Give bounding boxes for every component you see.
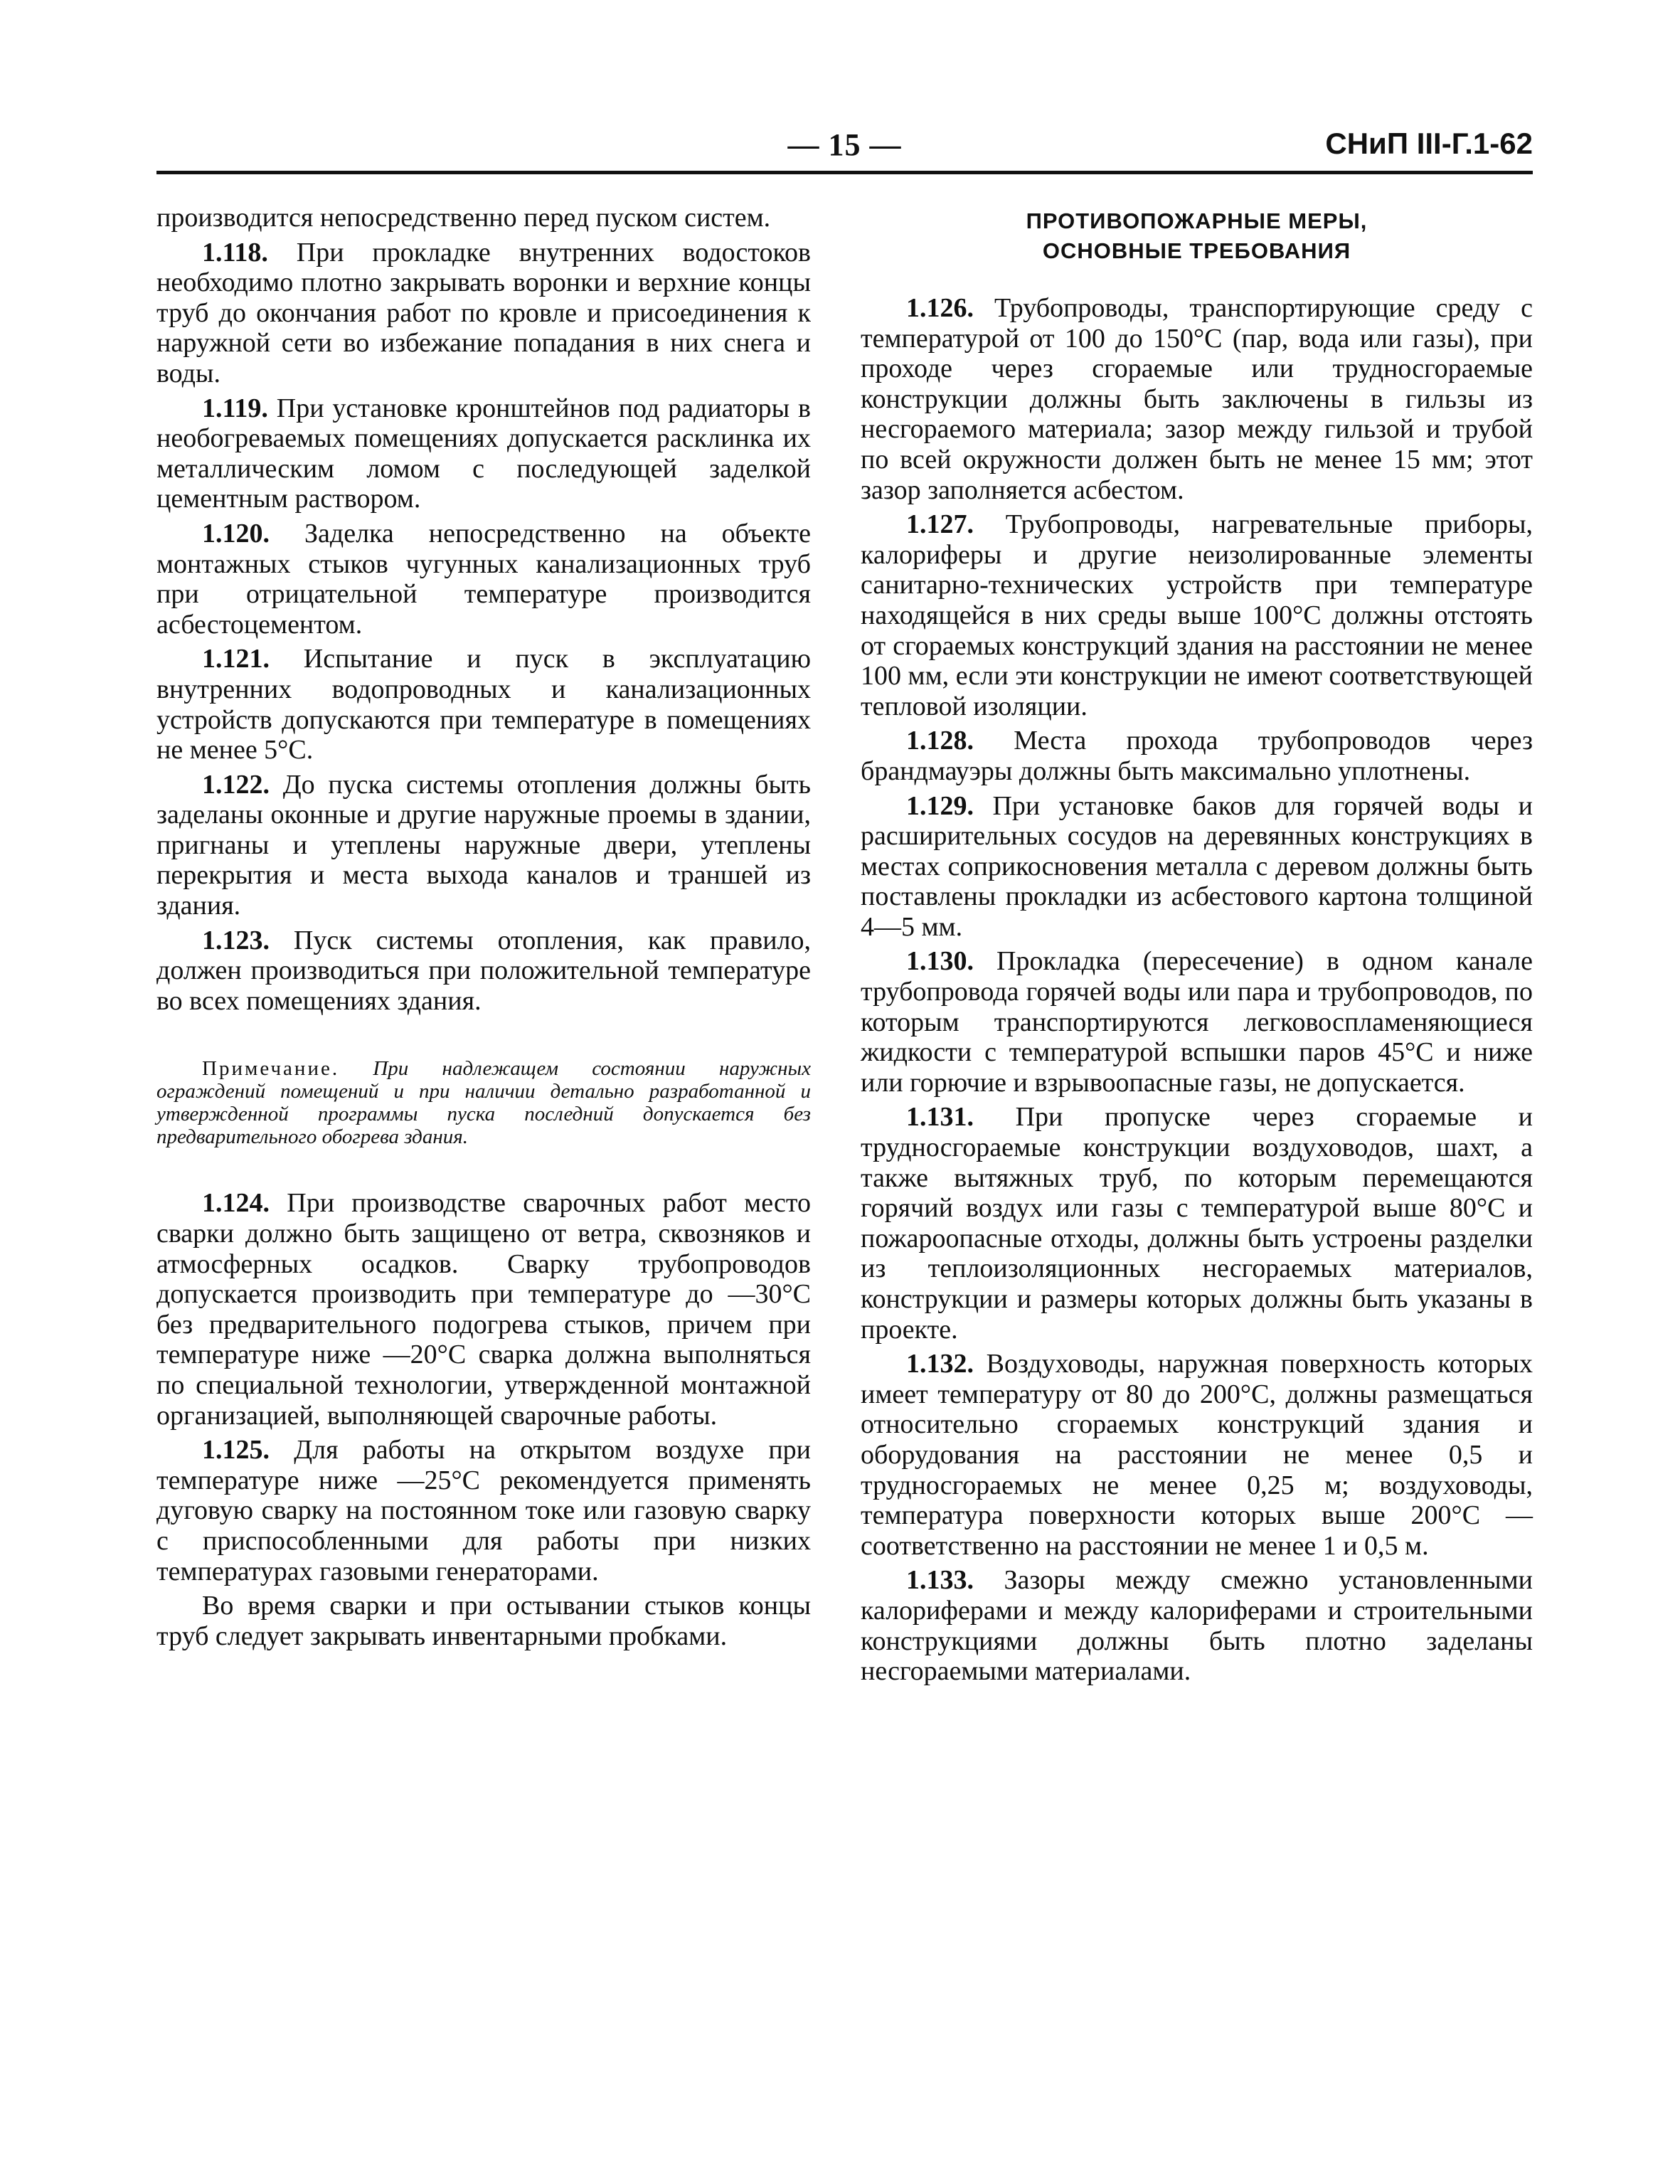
clause-number: 1.125. — [202, 1435, 270, 1465]
clause-1-123 — [156, 926, 811, 1017]
clause-number: 1.122. — [202, 769, 270, 800]
clause-1-131 — [861, 1102, 1533, 1345]
clause-1-129 — [861, 791, 1533, 943]
clause-text: Прокладка (пересечение) в одном канале трубопровода горячей воды или пара и трубопроводов, по которым транспортируются легковоспламеняющиеся жидкости с температурой вспышки паров 45°С и ниже или горючие и взрывоопасные газы, не допускается. — [861, 946, 1533, 1098]
clause-1-126 — [861, 293, 1533, 505]
clause-number: 1.127. — [906, 509, 974, 540]
clause-text: Для работы на открытом воздухе при температуре ниже —25°С рекомендуется применять дуговую сварку на постоянном токе или газовую сварку с приспособленными для работы при низких температурах газовыми генераторами. — [156, 1435, 811, 1586]
section-title — [861, 206, 1533, 266]
clause-text: При прокладке внутренних водостоков необходимо плотно закрывать воронки и верхние концы труб до окончания работ по кровле и присоединения к наружной сети во избежание попадания в них снега и воды. — [156, 237, 811, 388]
intro-paragraph — [156, 203, 811, 233]
clause-text: Трубопроводы, транспортирующие среду с температурой от 100 до 150°С (пар, вода или газы), при проходе через сгораемые или трудносгораемые конструкции должны быть заключены в гильзы из несгораемого материала; зазор между гильзой и трубой по всей окружности должен быть не менее 15 мм; этот зазор заполняется асбестом. — [861, 293, 1533, 505]
clause-text: При пропуске через сгораемые и трудносгораемые конструкции воздуховодов, шахт, а также вытяжных труб, по которым перемещаются горячий воздух или газы с температурой выше 80°С и пожароопасные отходы, должны быть устроены разделки из теплоизоляционных несгораемых материалов, конструкции и размеры которых должны быть указаны в проекте. — [861, 1102, 1533, 1345]
note-paragraph — [156, 1057, 811, 1148]
clause-1-120 — [156, 519, 811, 640]
clause-1-127 — [861, 509, 1533, 721]
clause-text: До пуска системы отопления должны быть заделаны оконные и другие наружные проемы в здании, пригнаны и утеплены наружные двери, утеплены перекрытия и места выхода каналов и траншей из здания. — [156, 769, 811, 921]
clause-text: Испытание и пуск в эксплуатацию внутренних водопроводных и канализационных устройств допускаются при температуре в помещениях не менее 5°С. — [156, 644, 811, 765]
clause-number: 1.119. — [202, 393, 268, 423]
section-title-line-1: ПРОТИВОПОЖАРНЫЕ МЕРЫ, — [1026, 208, 1368, 233]
clause-number: 1.121. — [202, 644, 270, 674]
clause-number: 1.123. — [202, 925, 270, 955]
clause-text: Заделка непосредственно на объекте монтажных стыков чугунных канализационных труб при отрицательной температуре производится асбестоцементом. — [156, 518, 811, 640]
clause-number: 1.118. — [202, 237, 268, 267]
clause-text: Воздуховоды, наружная поверхность которых имеет температуру от 80 до 200°С, должны размещаться относительно сгораемых конструкций здания и оборудования на расстоянии не менее 0,5 и трудносгораемых не менее 0,25 м; воздуховоды, температура поверхности которых выше 200°С — соответственно на расстоянии не менее 1 и 0,5 м. — [861, 1349, 1533, 1561]
clause-number: 1.133. — [906, 1565, 974, 1596]
clause-1-118 — [156, 238, 811, 389]
page-number: — 15 — — [787, 127, 902, 162]
clause-number: 1.131. — [906, 1102, 974, 1133]
clause-number: 1.120. — [202, 518, 270, 548]
clause-1-122 — [156, 770, 811, 921]
clause-number: 1.132. — [906, 1349, 974, 1379]
document-code: СНиП III-Г.1-62 — [1325, 127, 1533, 160]
clause-text: Пуск системы отопления, как правило, должен производиться при положительной температуре во всех помещениях здания. — [156, 925, 811, 1016]
clause-number: 1.130. — [906, 946, 974, 977]
clause-text: При производстве сварочных работ место сварки должно быть защищено от ветра, сквозняков и атмосферных осадков. Сварку трубопроводов допускается производить при температуре до —30°С без предварительного подогрева стыков, причем при температуре ниже —20°С сварка должна выполняться по специальной технологии, утвержденной монтажной организацией, выполняющей сварочные работы. — [156, 1188, 811, 1431]
clause-text: При установке баков для горячей воды и расширительных сосудов на деревянных конструкциях в местах соприкосновения металла с деревом должны быть поставлены прокладки из асбестового картона толщиной 4—5 мм. — [861, 790, 1533, 942]
note-text: При надлежащем состоянии наружных ограждений помещений и при наличии детально разработанной и утвержденной программы пуска последний допускается без предварительного обогрева здания. — [156, 1057, 811, 1149]
clause-text: При установке кронштейнов под радиаторы в необогреваемых помещениях допускается расклинка их металлическим ломом с последующей заделкой цементным раствором. — [156, 393, 811, 514]
page-header — [156, 127, 1533, 166]
clause-1-132 — [861, 1349, 1533, 1561]
section-title-line-2: ОСНОВНЫЕ ТРЕБОВАНИЯ — [1042, 238, 1351, 263]
clause-number: 1.128. — [906, 726, 974, 756]
clause-1-133 — [861, 1565, 1533, 1686]
clause-1-125-continued — [156, 1591, 811, 1651]
clause-1-121 — [156, 644, 811, 765]
clause-1-124 — [156, 1188, 811, 1431]
clause-number: 1.129. — [906, 790, 974, 821]
spacer — [156, 1148, 811, 1188]
right-column — [861, 203, 1533, 1691]
clause-1-130 — [861, 946, 1533, 1098]
clause-number: 1.126. — [906, 293, 974, 323]
clause-text: Трубопроводы, нагревательные приборы, калориферы и другие неизолированные элементы санитарно-технических устройств при температуре находящейся в них среды выше 100°С должны отстоять от сгораемых конструкций здания на расстоянии не менее 100 мм, если эти конструкции не имеют соответствующей тепловой изоляции. — [861, 509, 1533, 721]
clause-text: Места прохода трубопроводов через брандмауэры должны быть максимально уплотнены. — [861, 726, 1533, 786]
note-label: Примечание. — [202, 1057, 340, 1081]
clause-text: Во время сварки и при остывании стыков концы труб следует закрывать инвентарными пробками. — [156, 1591, 811, 1651]
intro-text: производится непосредственно перед пуском систем. — [156, 203, 771, 233]
clause-1-119 — [156, 393, 811, 514]
left-column — [156, 203, 811, 1655]
clause-text: Зазоры между смежно установленными калориферами и между калориферами и строительными конструкциями должны быть плотно заделаны несгораемыми материалами. — [861, 1565, 1533, 1687]
header-rule — [156, 171, 1533, 174]
clause-1-128 — [861, 726, 1533, 786]
clause-1-125 — [156, 1435, 811, 1586]
clause-number: 1.124. — [202, 1188, 270, 1219]
